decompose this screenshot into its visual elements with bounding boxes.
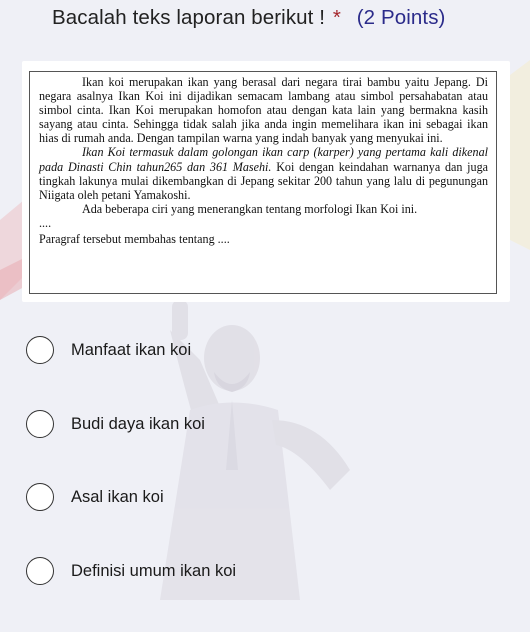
radio-button[interactable] [26,410,54,438]
option-4[interactable] [26,557,236,585]
passage-prompt: Paragraf tersebut membahas tentang .... [39,231,230,246]
question-image [22,61,510,302]
option-1[interactable] [26,336,191,364]
option-label: Asal ikan koi [71,487,164,506]
passage-paragraph-2-rest: Koi dengan keindahan warnanya dan juga tingkah lakunya mulai dikembangkan di Jepang sekitar 200 tahun yang lalu di pegunungan Niigata oleh petani Yamakoshi. [39,159,488,202]
question-text: Bacalah teks laporan berikut ! [52,6,326,29]
radio-button[interactable] [26,336,54,364]
option-label: Definisi umum ikan koi [71,561,237,580]
passage-paragraph-2-italic: Ikan Koi termasuk dalam golongan ikan carp (karper) yang pertama kali dikenal pada Dinasti Chin tahun265 dan 361 Masehi. [39,145,488,174]
passage-paragraph-2 [39,145,488,201]
required-marker: * [332,6,341,29]
option-2[interactable] [26,410,205,438]
question-title [52,6,445,30]
report-passage [29,71,497,294]
option-3[interactable] [26,483,164,511]
passage-paragraph-3: Ada beberapa ciri yang menerangkan tentang morfologi Ikan Koi ini. [82,201,418,216]
radio-button[interactable] [26,483,54,511]
passage-paragraph-1: Ikan koi merupakan ikan yang berasal dari negara tirai bambu yaitu Jepang. Di negara asalnya Ikan Koi ini dijadikan semacam lambang atau simbol persahabatan atau simbol cinta. Ikan Koi merupakan homofon atau dengan kata lain yang bermakna kasih sayang atau cinta. Sehingga tidak salah jika anda ingin memelihara ikan ini sebagai ikan hias di rumah anda. Dengan tampilan warna yang indah banyak yang menyukai ini. [39,75,488,146]
passage-ellipsis: .... [39,215,52,230]
option-label: Manfaat ikan koi [71,340,192,359]
question-points: (2 Points) [356,6,446,29]
option-label: Budi daya ikan koi [71,414,205,433]
radio-button[interactable] [26,557,54,585]
